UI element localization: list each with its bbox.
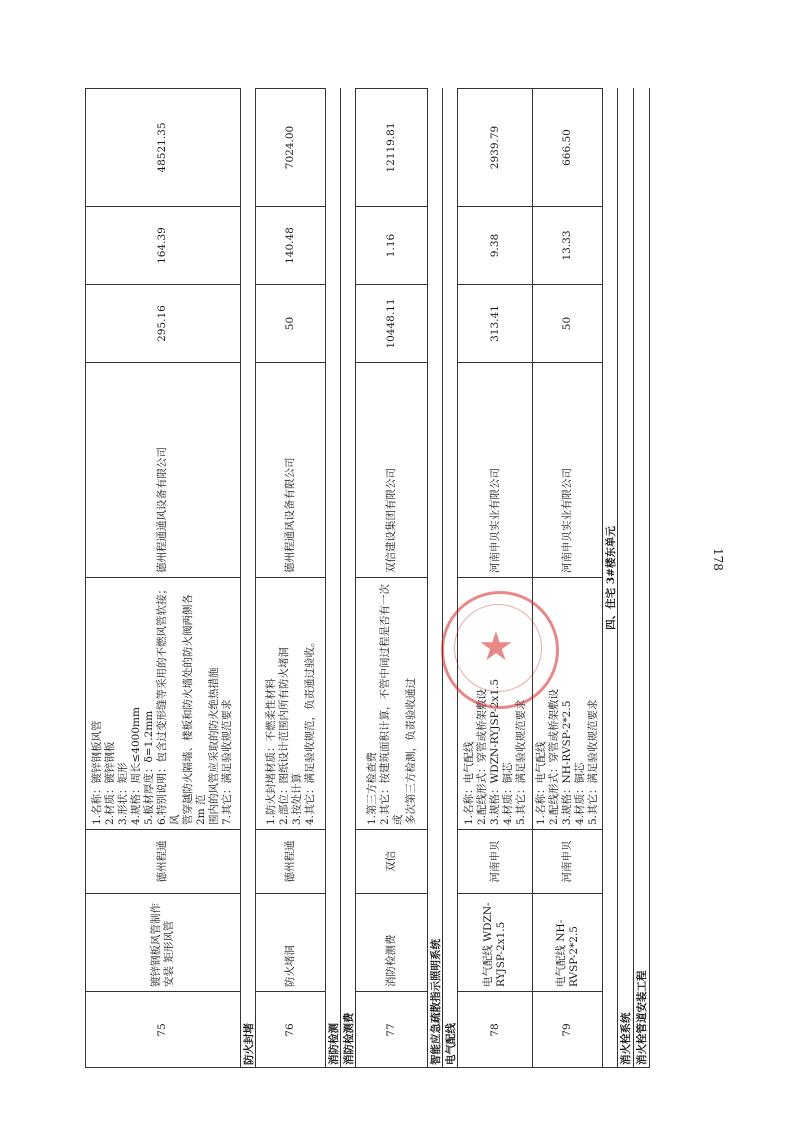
desc-line: 1.名称：电气配线 (462, 741, 475, 825)
desc-line: 1.名称：电气配线 (535, 741, 547, 825)
row-unit-price: 140.48 (256, 206, 325, 284)
row-item-name: 镀锌钢板风管制作安装 矩形风管 (85, 893, 240, 991)
rotated-table (85, 88, 650, 1068)
row-item-name: 电气配线 WDZN-RYJSP-2x1.5 (458, 893, 532, 991)
row-brand: 双信 (356, 829, 427, 893)
table-row-75 (85, 88, 241, 1068)
desc-line: 1.名称：镀锌钢板风管 (91, 720, 103, 825)
desc-line: 3.按处计算 (290, 772, 303, 825)
row-no: 76 (256, 991, 325, 1068)
section-fire-seal: 防火封堵 (241, 88, 256, 1068)
section-building: 四、住宅 3#楼东单元 (603, 88, 618, 1068)
page-number: 178 (711, 548, 725, 571)
desc-line: 5.其它：满足验收规范要求 (587, 699, 599, 825)
desc-line: 2.其它：按建筑面积计算，不管中间过程是否有一次或 (378, 583, 404, 825)
row-total: 48521.35 (85, 88, 240, 206)
row-quantity: 50 (256, 284, 325, 362)
desc-line: 2.材质：镀锌钢板 (104, 741, 116, 825)
row-manufacturer: 双信建设集团有限公司 (356, 362, 427, 577)
section-fire-test: 消防检测 (326, 88, 341, 1068)
desc-line: 6.特别说明：包含过变形缝等采用的不燃风管软接；风 (156, 583, 181, 825)
desc-line: 2.部位：图纸设计范围内所有防火堵洞 (277, 646, 290, 825)
star-icon: ★ (478, 624, 514, 670)
row-brand: 德州程通 (256, 829, 325, 893)
row-no: 77 (356, 991, 427, 1068)
section-hydrant: 消火栓系统 (618, 88, 634, 1068)
row-brand: 河南申贝 (458, 829, 532, 893)
desc-line: 5.其它：满足验收规范要求 (514, 699, 527, 825)
desc-line: 2.配线形式：穿管或桥架敷设 (548, 688, 560, 825)
row-total: 12119.81 (356, 88, 427, 206)
row-manufacturer: 德州程通风设备有限公司 (256, 362, 325, 577)
desc-line: 5.板材厚度：δ=1.2mm (143, 710, 155, 825)
desc-line: 4.材质：铜芯 (574, 762, 586, 825)
table-row-77 (356, 88, 428, 1068)
section-wiring: 电气配线 (443, 88, 458, 1068)
row-unit-price: 164.39 (85, 206, 240, 284)
row-total: 7024.00 (256, 88, 325, 206)
row-quantity: 295.16 (85, 284, 240, 362)
row-unit-price: 1.16 (356, 206, 427, 284)
desc-line: 4.材质：铜芯 (501, 762, 514, 825)
table-row-76 (256, 88, 326, 1068)
company-seal (441, 591, 559, 709)
desc-line: 3.规格：WDZN-RYJSP-2x1.5 (488, 678, 501, 825)
desc-line: 多次第三方检测，负责验收通过 (404, 678, 417, 825)
row-quantity: 313.41 (458, 284, 532, 362)
row-description (356, 577, 427, 829)
row-item-name: 电气配线 NH-RVSP-2*2.5 (533, 893, 602, 991)
row-total: 2939.79 (458, 88, 532, 206)
desc-line: 1.第三方检查费 (365, 751, 378, 825)
desc-line: 3.形状：矩形 (117, 762, 129, 825)
row-no: 79 (533, 991, 602, 1068)
row-quantity: 50 (533, 284, 602, 362)
section-emergency: 智能应急疏散指示照明系统 (428, 88, 443, 1068)
row-brand: 河南申贝 (533, 829, 602, 893)
row-unit-price: 13.33 (533, 206, 602, 284)
table-row-78 (458, 88, 533, 1068)
table-row-79 (533, 88, 603, 1068)
row-description (85, 577, 240, 829)
row-manufacturer: 河南申贝实业有限公司 (533, 362, 602, 577)
section-hydrant-pipe: 消火栓管道安装工程 (634, 88, 650, 1068)
desc-line: 3.规格：NH-RVSP-2*2.5 (561, 700, 573, 825)
row-no: 78 (458, 991, 532, 1068)
desc-line: 4.规格：周长≤4000mm (130, 707, 142, 825)
row-manufacturer: 德州程通通风设备有限公司 (85, 362, 240, 577)
row-description (256, 577, 325, 829)
desc-line: 管穿越防火隔墙、楼板和防火墙处的防火阀两侧各 2m 范 (182, 594, 207, 825)
row-unit-price: 9.38 (458, 206, 532, 284)
row-quantity: 10448.11 (356, 284, 427, 362)
desc-line: 围内的风管应采取的防火绝热措施 (208, 667, 220, 825)
row-item-name: 消防检测费 (356, 893, 427, 991)
desc-line: 4.其它：满足验收规范，负责通过验收。 (303, 636, 316, 825)
section-fire-test-fee: 消防检测费 (341, 88, 356, 1068)
row-item-name: 防火堵洞 (256, 893, 325, 991)
desc-line: 7.其它：满足验收规范要求 (221, 699, 233, 825)
row-manufacturer: 河南申贝实业有限公司 (458, 362, 532, 577)
row-brand: 德州程通 (85, 829, 240, 893)
row-no: 75 (85, 991, 240, 1068)
desc-line: 2.配线形式：穿管或桥架敷设 (475, 688, 488, 825)
desc-line: 1.防火封堵材质：不燃柔性材料 (264, 678, 277, 825)
row-total: 666.50 (533, 88, 602, 206)
